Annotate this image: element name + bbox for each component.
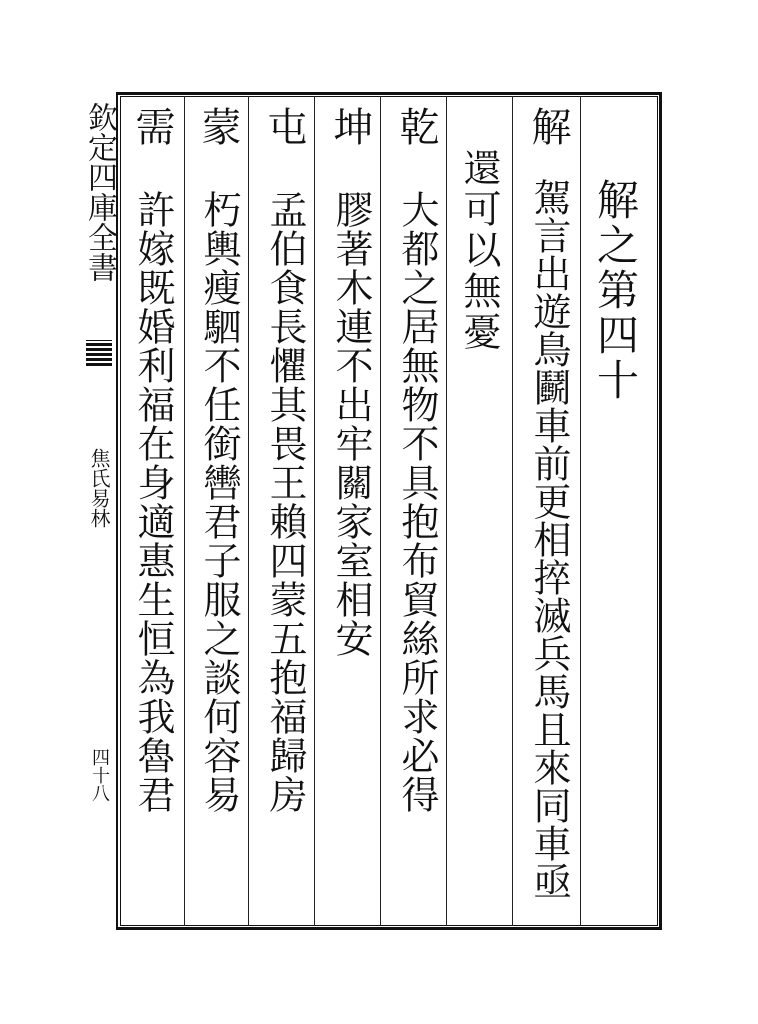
chapter-heading: 解之第四十 [591, 178, 640, 403]
verse-text: 許嫁既婚利福在身適惠生恒為我魯君 [131, 190, 175, 814]
margin-book-title: 焦氏易林 [87, 448, 111, 528]
column-rule [314, 96, 315, 926]
margin-fishtail-mark [86, 340, 112, 366]
verse-text: 駕言出遊鳥鬬車前更相捽滅兵馬且來同車亟 [527, 178, 571, 900]
hexagram-label: 蒙 [195, 106, 241, 147]
hexagram-label: 乾 [393, 106, 439, 147]
column-rule [184, 96, 185, 926]
hexagram-label: 屯 [261, 106, 307, 147]
verse-text: 大都之居無物不具抱布貿絲所求必得 [395, 190, 439, 814]
hexagram-label: 需 [129, 106, 175, 147]
verse-text: 孟伯食長懼其畏王賴四蒙五抱福歸房 [263, 190, 307, 814]
column-rule [380, 96, 381, 926]
hexagram-label: 坤 [327, 106, 373, 147]
hexagram-label: 解 [525, 106, 571, 147]
verse-text: 膠著木連不出牢關家室相安 [329, 190, 373, 658]
column-rule [512, 96, 513, 926]
verse-text: 朽輿瘦駟不任銜轡君子服之談何容易 [197, 190, 241, 814]
margin-page-number: 四十八 [89, 748, 110, 802]
column-rule [580, 96, 581, 926]
margin-collection-title: 欽定四庫全書 [82, 102, 117, 282]
verse-continuation: 還可以無憂 [457, 148, 501, 353]
column-rule [248, 96, 249, 926]
column-rule [446, 96, 447, 926]
